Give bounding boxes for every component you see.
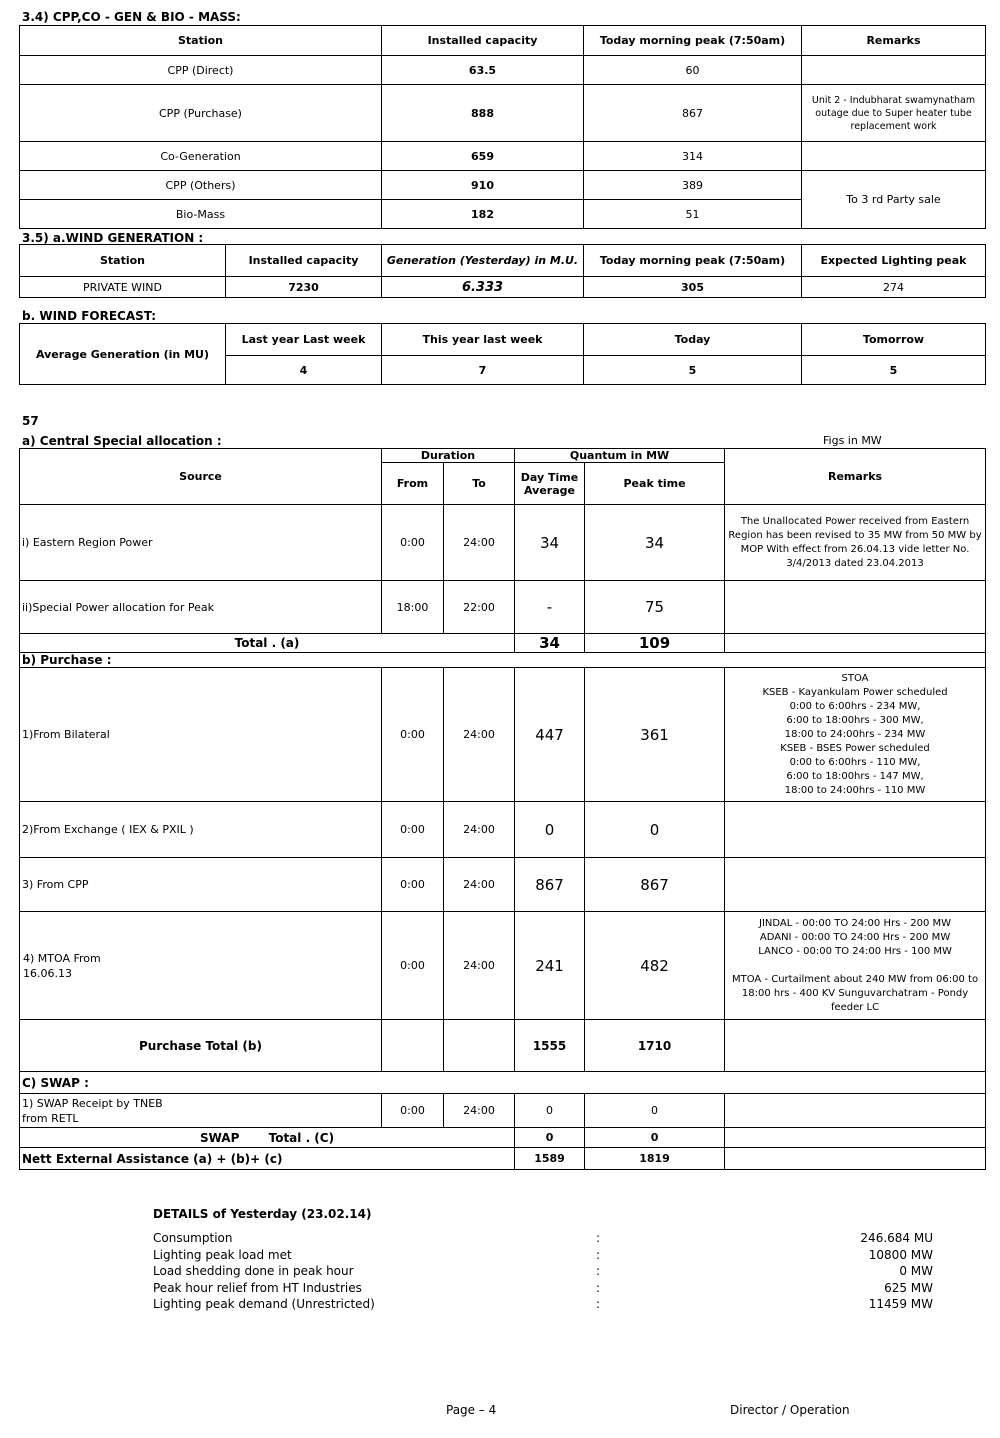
total-a-day: 34 bbox=[515, 634, 585, 653]
cell-peak: 51 bbox=[584, 200, 802, 229]
forecast-value: 5 bbox=[584, 356, 802, 385]
details-value: 10800 MW bbox=[868, 1247, 933, 1262]
row-day: 241 bbox=[515, 912, 585, 1020]
row-from: 0:00 bbox=[382, 802, 444, 858]
row-peak: 361 bbox=[585, 668, 725, 802]
row-remarks: The Unallocated Power received from Eastern Region has been revised to 35 MW from 50 MW by MOP With effect from 26.04.13 vide letter No. 3/4/2013 dated 23.04.2013 bbox=[725, 505, 986, 581]
row-source: 2)From Exchange ( IEX & PXIL ) bbox=[20, 802, 382, 858]
section-title-central: a) Central Special allocation : bbox=[22, 434, 222, 448]
cell-installed: 63.5 bbox=[382, 56, 584, 85]
forecast-value: 7 bbox=[382, 356, 584, 385]
purchase-title: b) Purchase : bbox=[20, 653, 986, 668]
purchase-total-day: 1555 bbox=[515, 1020, 585, 1072]
row-from: 0:00 bbox=[382, 858, 444, 912]
swap-source: 1) SWAP Receipt by TNEB from RETL bbox=[22, 1096, 163, 1125]
remark-line: 0:00 to 6:00hrs - 234 MW, bbox=[789, 700, 921, 712]
details-label: Consumption bbox=[153, 1231, 233, 1245]
details-list bbox=[153, 1230, 933, 1313]
row-day: 0 bbox=[515, 1094, 585, 1128]
row-remarks bbox=[725, 668, 986, 802]
details-label: Lighting peak demand (Unrestricted) bbox=[153, 1297, 375, 1311]
section-title-cpp: 3.4) CPP,CO - GEN & BIO - MASS: bbox=[22, 10, 241, 24]
cell-remarks: Unit 2 - Indubharat swamynatham outage due to Super heater tube replacement work bbox=[802, 85, 986, 142]
col-tomorrow: Tomorrow bbox=[802, 324, 986, 356]
cpp-table bbox=[19, 25, 986, 229]
nett-peak: 1819 bbox=[585, 1148, 725, 1170]
row-from: 0:00 bbox=[382, 912, 444, 1020]
remark-line: 6:00 to 18:00hrs - 147 MW, bbox=[786, 770, 924, 782]
row-peak: 482 bbox=[585, 912, 725, 1020]
row-to: 24:00 bbox=[444, 1094, 515, 1128]
row-to: 22:00 bbox=[444, 581, 515, 634]
row-to: 24:00 bbox=[444, 802, 515, 858]
remark-line: 0:00 to 6:00hrs - 110 MW, bbox=[789, 756, 921, 768]
row-peak: 34 bbox=[585, 505, 725, 581]
cell-peak: 60 bbox=[584, 56, 802, 85]
row-day: 447 bbox=[515, 668, 585, 802]
details-value: 246.684 MU bbox=[860, 1231, 933, 1245]
col-installed: Installed capacity bbox=[382, 26, 584, 56]
cell-station: PRIVATE WIND bbox=[20, 277, 226, 298]
remark-line: 6:00 to 18:00hrs - 300 MW, bbox=[786, 714, 924, 726]
figs-note: Figs in MW bbox=[823, 434, 882, 447]
cell-station: CPP (Direct) bbox=[20, 56, 382, 85]
row-source: ii)Special Power allocation for Peak bbox=[20, 581, 382, 634]
cell-peak: 305 bbox=[584, 277, 802, 298]
col-installed: Installed capacity bbox=[226, 245, 382, 277]
details-row: Peak hour relief from HT Industries : 625 MW bbox=[153, 1280, 933, 1295]
remark-line: KSEB - Kayankulam Power scheduled bbox=[762, 686, 948, 698]
cell-installed: 659 bbox=[382, 142, 584, 171]
cell-station: CPP (Purchase) bbox=[20, 85, 382, 142]
col-quantum: Quantum in MW bbox=[515, 449, 725, 463]
cell-peak: 314 bbox=[584, 142, 802, 171]
details-row: Lighting peak load met : 10800 MW bbox=[153, 1247, 933, 1262]
signature: Director / Operation bbox=[730, 1403, 850, 1417]
details-label: Lighting peak load met bbox=[153, 1247, 292, 1262]
purchase-total-label: Purchase Total (b) bbox=[20, 1020, 382, 1072]
cell-installed: 7230 bbox=[226, 277, 382, 298]
remark-line: MTOA - Curtailment about 240 MW from 06:00 to 18:00 hrs - 400 KV Sunguvarchatram - Pondy feeder LC bbox=[731, 973, 979, 1013]
details-title: DETAILS of Yesterday (23.02.14) bbox=[153, 1207, 372, 1221]
cell-station: CPP (Others) bbox=[20, 171, 382, 200]
details-value: 625 MW bbox=[884, 1280, 933, 1295]
row-from: 18:00 bbox=[382, 581, 444, 634]
remark-line: STOA bbox=[841, 672, 869, 684]
col-day-avg: Day Time Average bbox=[515, 463, 585, 505]
swap-total-label: SWAP Total . (C) bbox=[20, 1128, 515, 1148]
col-station: Station bbox=[20, 245, 226, 277]
row-from: 0:00 bbox=[382, 668, 444, 802]
cell-installed: 888 bbox=[382, 85, 584, 142]
cell-remarks bbox=[802, 56, 986, 85]
col-duration: Duration bbox=[382, 449, 515, 463]
cell-generation: 6.333 bbox=[382, 277, 584, 298]
remark-line: KSEB - BSES Power scheduled bbox=[780, 742, 930, 754]
forecast-table bbox=[19, 323, 986, 385]
col-this-year: This year last week bbox=[382, 324, 584, 356]
col-peak: Today morning peak (7:50am) bbox=[584, 245, 802, 277]
row-to: 24:00 bbox=[444, 858, 515, 912]
details-row: Consumption : 246.684 MU bbox=[153, 1231, 933, 1245]
col-peak: Today morning peak (7:50am) bbox=[584, 26, 802, 56]
row-source: 1)From Bilateral bbox=[20, 668, 382, 802]
cell-installed: 182 bbox=[382, 200, 584, 229]
cell-remarks bbox=[802, 142, 986, 171]
row-source: i) Eastern Region Power bbox=[20, 505, 382, 581]
col-peak-time: Peak time bbox=[585, 463, 725, 505]
remark-line: 18:00 to 24:00hrs - 234 MW bbox=[784, 728, 926, 740]
row-to: 24:00 bbox=[444, 912, 515, 1020]
remark-line: JINDAL - 00:00 TO 24:00 Hrs - 200 MW bbox=[759, 917, 952, 929]
details-label: Peak hour relief from HT Industries bbox=[153, 1280, 362, 1295]
col-source: Source bbox=[20, 449, 382, 505]
row-from: 0:00 bbox=[382, 505, 444, 581]
row-day: - bbox=[515, 581, 585, 634]
row-day: 0 bbox=[515, 802, 585, 858]
row-from: 0:00 bbox=[382, 1094, 444, 1128]
details-row: Lighting peak demand (Unrestricted) : 11459 MW bbox=[153, 1297, 933, 1311]
forecast-label: Average Generation (in MU) bbox=[20, 324, 226, 385]
allocation-table bbox=[19, 448, 986, 1170]
cell-station: Co-Generation bbox=[20, 142, 382, 171]
row-remarks bbox=[725, 581, 986, 634]
forecast-value: 5 bbox=[802, 356, 986, 385]
nett-day: 1589 bbox=[515, 1148, 585, 1170]
mtoa-source: 4) MTOA From 16.06.13 bbox=[23, 951, 101, 980]
purchase-total-peak: 1710 bbox=[585, 1020, 725, 1072]
details-row: Load shedding done in peak hour : 0 MW bbox=[153, 1264, 933, 1278]
remark-line: ADANI - 00:00 TO 24:00 Hrs - 200 MW bbox=[759, 931, 951, 943]
forecast-value: 4 bbox=[226, 356, 382, 385]
cell-peak: 867 bbox=[584, 85, 802, 142]
col-from: From bbox=[382, 463, 444, 505]
cell-peak: 389 bbox=[584, 171, 802, 200]
total-a-label: Total . (a) bbox=[20, 634, 515, 653]
row-source: 3) From CPP bbox=[20, 858, 382, 912]
col-to: To bbox=[444, 463, 515, 505]
row-day: 867 bbox=[515, 858, 585, 912]
swap-title: C) SWAP : bbox=[20, 1072, 986, 1094]
col-today: Today bbox=[584, 324, 802, 356]
col-expected: Expected Lighting peak bbox=[802, 245, 986, 277]
col-last-year: Last year Last week bbox=[226, 324, 382, 356]
page-number: Page – 4 bbox=[446, 1403, 497, 1417]
cell-remarks: To 3 rd Party sale bbox=[802, 171, 986, 229]
wind-table bbox=[19, 244, 986, 298]
swap-total-peak: 0 bbox=[585, 1128, 725, 1148]
details-value: 11459 MW bbox=[868, 1297, 933, 1311]
nett-label: Nett External Assistance (a) + (b)+ (c) bbox=[20, 1148, 515, 1170]
remark-line: LANCO - 00:00 TO 24:00 Hrs - 100 MW bbox=[758, 945, 952, 957]
total-a-peak: 109 bbox=[585, 634, 725, 653]
row-remarks bbox=[725, 912, 986, 1020]
row-source bbox=[20, 1094, 382, 1128]
row-to: 24:00 bbox=[444, 668, 515, 802]
col-remarks: Remarks bbox=[725, 449, 986, 505]
col-station: Station bbox=[20, 26, 382, 56]
row-peak: 0 bbox=[585, 1094, 725, 1128]
row-peak: 75 bbox=[585, 581, 725, 634]
cell-expected: 274 bbox=[802, 277, 986, 298]
row-peak: 0 bbox=[585, 802, 725, 858]
col-remarks: Remarks bbox=[802, 26, 986, 56]
cell-station: Bio-Mass bbox=[20, 200, 382, 229]
remark-spacer bbox=[727, 959, 983, 973]
section-title-wind: 3.5) a.WIND GENERATION : bbox=[22, 231, 204, 245]
row-to: 24:00 bbox=[444, 505, 515, 581]
details-label: Load shedding done in peak hour bbox=[153, 1264, 354, 1278]
page-marker: 57 bbox=[22, 414, 39, 428]
row-day: 34 bbox=[515, 505, 585, 581]
row-source bbox=[20, 912, 382, 1020]
cell-installed: 910 bbox=[382, 171, 584, 200]
remark-line: 18:00 to 24:00hrs - 110 MW bbox=[784, 784, 926, 796]
row-peak: 867 bbox=[585, 858, 725, 912]
details-value: 0 MW bbox=[899, 1264, 933, 1278]
section-title-forecast: b. WIND FORECAST: bbox=[22, 309, 157, 323]
swap-total-day: 0 bbox=[515, 1128, 585, 1148]
col-generation: Generation (Yesterday) in M.U. bbox=[382, 245, 584, 277]
